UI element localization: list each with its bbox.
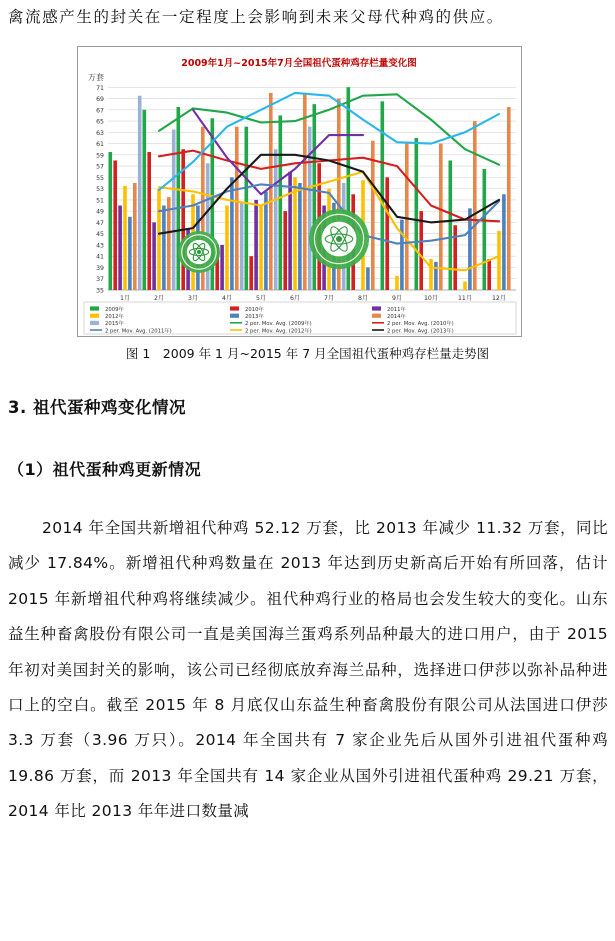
y-tick-label: 57: [96, 163, 104, 171]
bar: [298, 183, 302, 290]
legend-label: 2012年: [105, 314, 124, 320]
bar: [118, 206, 122, 290]
bar: [400, 220, 404, 290]
legend: [84, 302, 516, 334]
x-tick-label: 9月: [391, 295, 403, 302]
watermark-logo: [178, 231, 220, 273]
bar: [463, 282, 467, 290]
bar: [235, 127, 239, 290]
legend-label: 2015年: [105, 321, 124, 328]
y-tick-label: 67: [96, 107, 104, 115]
bar: [429, 259, 433, 290]
bar: [279, 115, 283, 290]
legend-label: 2013年: [245, 314, 264, 320]
legend-label: 2010年: [245, 306, 264, 313]
y-tick-label: 65: [96, 118, 104, 126]
chart-title: 2009年1月~2015年7月全国祖代蛋种鸡存栏量变化图: [181, 58, 417, 69]
bar: [220, 245, 224, 290]
legend-label: 2011年: [387, 306, 406, 313]
bar: [371, 141, 375, 290]
bar: [405, 144, 409, 290]
y-tick-label: 49: [96, 208, 104, 216]
bar: [157, 189, 161, 290]
y-tick-label: 59: [96, 152, 104, 160]
x-tick-label: 10月: [423, 295, 439, 302]
bar: [143, 110, 147, 290]
chart-svg: [78, 47, 521, 336]
legend-swatch: [230, 306, 239, 310]
figure-caption: 图 1 2009 年 1 月~2015 年 7 月全国祖代蛋种鸡存栏量走势图: [125, 346, 490, 361]
bar: [245, 127, 249, 290]
legend-label: 2 per. Mov. Avg. (2011年): [105, 328, 172, 335]
bar: [177, 107, 181, 290]
stock-chart: [77, 46, 522, 337]
bar: [385, 177, 389, 290]
bar: [254, 200, 258, 290]
y-tick-label: 71: [96, 84, 104, 92]
bar: [162, 206, 166, 290]
legend-label: 2014年: [387, 314, 406, 320]
x-tick-label: 1月: [119, 295, 131, 302]
legend-label: 2 per. Mov. Avg. (2013年): [387, 328, 454, 335]
legend-label: 2009年: [105, 306, 124, 313]
x-tick-label: 6月: [289, 295, 301, 302]
x-tick-label: 11月: [457, 295, 473, 302]
y-tick-label: 35: [96, 287, 104, 295]
legend-swatch: [90, 306, 99, 310]
x-tick-label: 8月: [357, 295, 369, 302]
x-tick-label: 5月: [255, 295, 267, 302]
bar: [240, 203, 244, 290]
x-tick-label: 4月: [221, 295, 233, 302]
bar: [283, 211, 287, 290]
bar: [259, 206, 263, 290]
legend-label: 2 per. Mov. Avg. (2012年): [245, 328, 312, 335]
bar: [293, 177, 297, 290]
y-tick-label: 43: [96, 242, 104, 250]
bar: [264, 191, 268, 290]
section-heading: 3. 祖代蛋种鸡变化情况: [8, 398, 186, 417]
y-tick-label: 51: [96, 197, 104, 205]
bar: [507, 107, 511, 290]
bar: [147, 152, 151, 290]
bar: [497, 231, 501, 290]
bar: [487, 259, 491, 290]
bar: [133, 183, 137, 290]
legend-swatch: [372, 306, 381, 310]
bar: [249, 256, 253, 290]
bar: [366, 267, 370, 290]
intro-sentence: 禽流感产生的封关在一定程度上会影响到未来父母代种鸡的供应。: [8, 8, 504, 26]
bar: [123, 186, 127, 290]
y-tick-label: 53: [96, 186, 104, 194]
bar: [138, 96, 142, 290]
y-tick-label: 45: [96, 231, 104, 239]
body-paragraph: 2014 年全国共新增祖代种鸡 52.12 万套，比 2013 年减少 11.32 万套，同比减少 17.84%。新增祖代种鸡数量在 2013 年达到历史新高后开始有所回落，估计 2015 年新增祖代种鸡将继续减少。祖代种鸡行业的格局也会发生较大的变化。山东益生种畜禽股份有限公司一直是美国海兰蛋鸡系列品种最大的进口用户，由于 2015 年初对美国封关的影响，该公司已经彻底放弃海兰品种，选择进口伊莎以弥补品种进口上的空白。截至 2015 年 8 月底仅山东益生种畜禽股份有限公司从法国进口伊莎 3.3 万套（3.96 万只）。2014 年全国共有 7 家企业先后从国外引进祖代蛋种鸡 19.86 万套，而 2013 年全国共有 14 家企业从国外引进祖代蛋种鸡 29.21 万套，2014 年比 2013 年年进口数量减: [8, 519, 608, 821]
bar: [308, 127, 312, 290]
y-tick-label: 69: [96, 96, 104, 104]
bar: [434, 262, 438, 290]
legend-label: 2 per. Mov. Avg. (2009年): [245, 321, 312, 328]
bar: [274, 149, 278, 290]
bar: [230, 177, 234, 290]
bar: [109, 152, 113, 290]
bar: [288, 172, 292, 290]
bar: [225, 206, 229, 290]
bar: [415, 138, 419, 290]
y-tick-label: 55: [96, 174, 104, 182]
watermark-logo: [309, 209, 369, 269]
bar: [113, 160, 117, 290]
bar: [395, 276, 399, 290]
bar: [313, 104, 317, 290]
legend-swatch: [90, 321, 99, 325]
y-tick-label: 37: [96, 276, 104, 284]
y-tick-label: 61: [96, 141, 104, 149]
bar: [502, 194, 506, 290]
bar: [303, 93, 307, 290]
bar: [167, 197, 171, 290]
x-tick-label: 7月: [323, 295, 335, 302]
subsection-heading: （1）祖代蛋种鸡更新情况: [8, 460, 202, 479]
y-tick-label: 41: [96, 253, 104, 261]
x-tick-label: 3月: [187, 295, 199, 302]
y-axis-unit: 万套: [88, 73, 104, 82]
bar: [449, 160, 453, 290]
y-tick-label: 39: [96, 264, 104, 272]
legend-swatch: [90, 314, 99, 318]
y-tick-label: 63: [96, 129, 104, 137]
legend-label: 2 per. Mov. Avg. (2010年): [387, 321, 454, 328]
legend-swatch: [230, 314, 239, 318]
bar: [152, 222, 156, 290]
bar: [128, 217, 132, 290]
x-tick-label: 2月: [153, 295, 165, 302]
bar: [419, 211, 423, 290]
legend-swatch: [372, 314, 381, 318]
x-tick-label: 12月: [491, 295, 507, 302]
bar: [483, 169, 487, 290]
bar: [453, 225, 457, 290]
y-tick-label: 47: [96, 219, 104, 227]
